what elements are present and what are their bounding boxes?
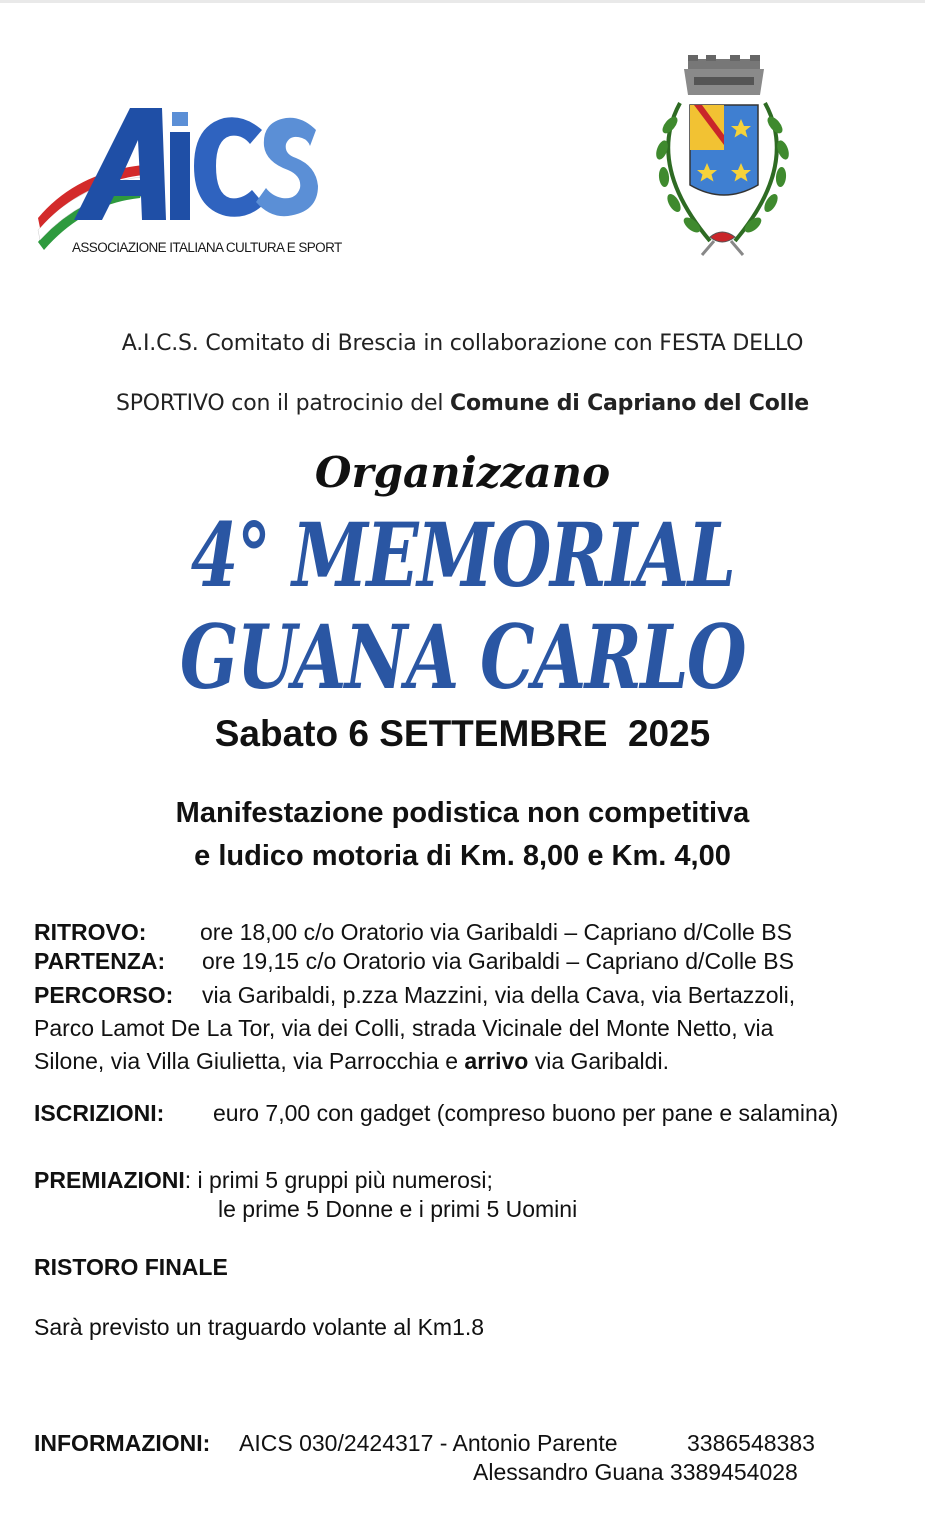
- ritrovo-text: ore 18,00 c/o Oratorio via Garibaldi – Capriano d/Colle BS: [200, 919, 792, 945]
- iscrizioni-label: ISCRIZIONI:: [34, 1100, 165, 1126]
- traguardo-volante: Sarà previsto un traguardo volante al Km1.8: [34, 1314, 485, 1340]
- premiazioni-line-2: le prime 5 Donne e i primi 5 Uomini: [218, 1196, 578, 1222]
- percorso-label: PERCORSO:: [34, 982, 174, 1008]
- informazioni-line-2: Alessandro Guana 3389454028: [473, 1459, 798, 1485]
- intro-line-2-text: SPORTIVO con il patrocinio del: [115, 391, 451, 416]
- partenza-row: [34, 948, 794, 975]
- informazioni-line-1: AICS 030/2424317 - Antonio Parente: [239, 1430, 618, 1456]
- iscrizioni-text: euro 7,00 con gadget (compreso buono per pane e salamina): [213, 1100, 839, 1126]
- ristoro-finale: RISTORO FINALE: [34, 1254, 228, 1280]
- event-date: Sabato 6 SETTEMBRE 2025: [214, 713, 711, 754]
- description-line-2: e ludico motoria di Km. 8,00 e Km. 4,00: [194, 840, 731, 872]
- percorso-row: [34, 982, 796, 1009]
- intro-comune-name: Comune di Capriano del Colle: [450, 391, 810, 416]
- intro-line-2: [0, 391, 925, 416]
- percorso-line-1: via Garibaldi, p.zza Mazzini, via della Cava, via Bertazzoli,: [202, 982, 796, 1008]
- premiazioni-label: PREMIAZIONI: [34, 1167, 185, 1193]
- ritrovo-label: RITROVO:: [34, 919, 147, 945]
- intro-line-1: A.I.C.S. Comitato di Brescia in collaborazione con FESTA DELLO: [121, 331, 804, 356]
- premiazioni-line-1: : i primi 5 gruppi più numerosi;: [184, 1167, 493, 1193]
- percorso-line-3-post: via Garibaldi.: [528, 1048, 669, 1074]
- premiazioni-row: [34, 1167, 493, 1194]
- informazioni-label: INFORMAZIONI:: [34, 1430, 211, 1456]
- aics-tagline: ASSOCIAZIONE ITALIANA CULTURA E SPORT: [72, 240, 342, 255]
- memorial-title-line-2: GUANA CARLO: [179, 605, 746, 709]
- percorso-line-2: Parco Lamot De La Tor, via dei Colli, strada Vicinale del Monte Netto, via: [34, 1015, 774, 1041]
- top-border: [0, 0, 925, 3]
- iscrizioni-row: [34, 1100, 839, 1127]
- memorial-title-line-1: 4° MEMORIAL: [190, 503, 735, 607]
- partenza-text: ore 19,15 c/o Oratorio via Garibaldi – Capriano d/Colle BS: [202, 948, 794, 974]
- informazioni-row: [34, 1430, 815, 1457]
- coat-of-arms-emblem: [640, 55, 805, 260]
- informazioni-phone-1: 3386548383: [687, 1430, 815, 1456]
- description-line-1: Manifestazione podistica non competitiva: [175, 797, 750, 829]
- partenza-label: PARTENZA:: [34, 948, 166, 974]
- aics-logo: [34, 100, 334, 260]
- percorso-line-3-pre: Silone, via Villa Giulietta, via Parrocchia e: [34, 1048, 465, 1074]
- percorso-arrivo: arrivo: [464, 1048, 529, 1074]
- organizzano-heading: Organizzano: [314, 448, 611, 497]
- ritrovo-row: [34, 919, 792, 946]
- percorso-line-3: [34, 1048, 669, 1075]
